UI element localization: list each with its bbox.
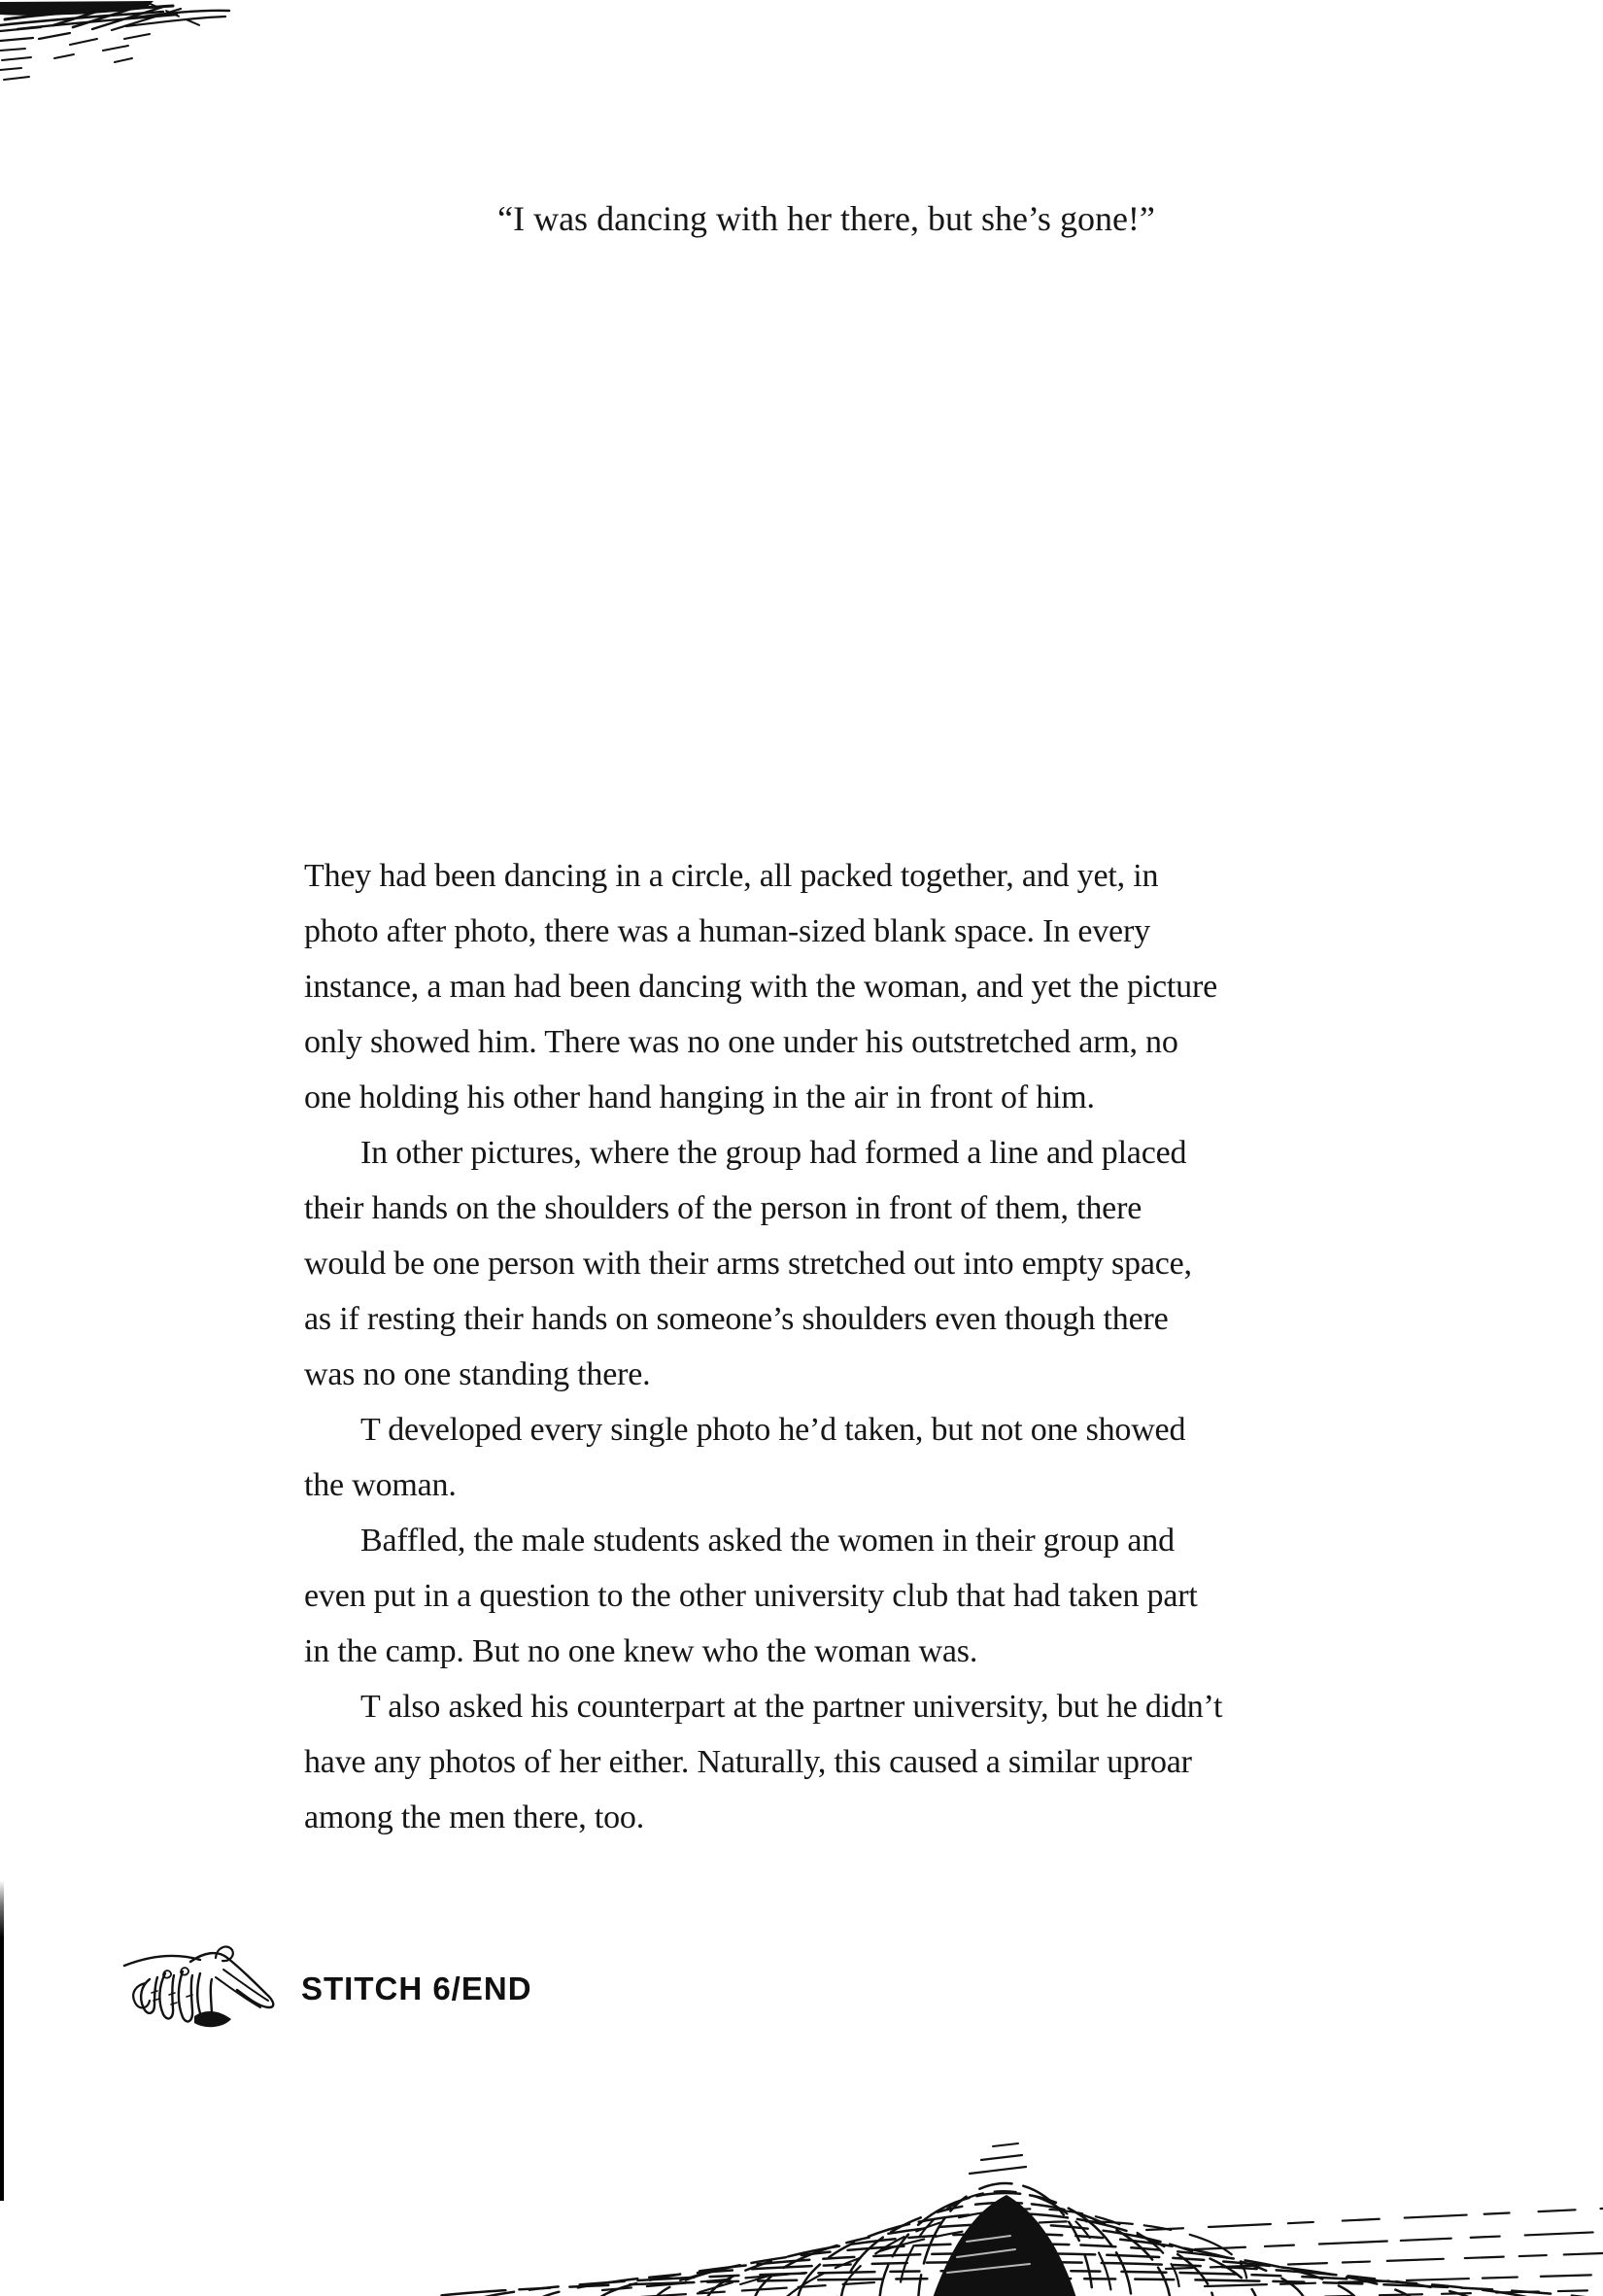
body-line: even put in a question to the other university club that had taken part bbox=[304, 1578, 1198, 1614]
body-line: T developed every single photo he’d taken, but not one showed bbox=[360, 1412, 1186, 1448]
body-line: their hands on the shoulders of the person in front of them, there bbox=[304, 1190, 1143, 1226]
body-line: in the camp. But no one knew who the woman was. bbox=[304, 1633, 978, 1669]
body-line: the woman. bbox=[304, 1467, 457, 1503]
body-line: among the men there, too. bbox=[304, 1799, 645, 1835]
body-line: one holding his other hand hanging in the air in front of him. bbox=[304, 1079, 1095, 1115]
dialogue-quote: “I was dancing with her there, but she’s gone!” bbox=[497, 199, 1155, 238]
body-line: have any photos of her either. Naturally, this caused a similar uproar bbox=[304, 1744, 1192, 1780]
body-line: photo after photo, there was a human-sized blank space. In every bbox=[304, 913, 1150, 949]
body-line: In other pictures, where the group had formed a line and placed bbox=[360, 1135, 1187, 1171]
body-line: They had been dancing in a circle, all packed together, and yet, in bbox=[304, 858, 1159, 894]
body-line: T also asked his counterpart at the partner university, but he didn’t bbox=[360, 1689, 1223, 1725]
stitch-end-label: STITCH 6/END bbox=[301, 1970, 532, 2006]
body-line: as if resting their hands on someone’s shoulders even though there bbox=[304, 1301, 1169, 1337]
clasped-hands-illustration bbox=[122, 1938, 297, 2038]
body-line: Baffled, the male students asked the women in their group and bbox=[360, 1523, 1175, 1559]
body-line: instance, a man had been dancing with the woman, and yet the picture bbox=[304, 969, 1217, 1005]
body-text bbox=[304, 848, 1402, 1845]
corner-crosshatch-sketch bbox=[0, 0, 243, 97]
bottom-mound-hatch-sketch bbox=[0, 2082, 1603, 2296]
body-line: was no one standing there. bbox=[304, 1356, 651, 1392]
body-line: would be one person with their arms stretched out into empty space, bbox=[304, 1246, 1192, 1282]
body-line: only showed him. There was no one under his outstretched arm, no bbox=[304, 1024, 1178, 1060]
